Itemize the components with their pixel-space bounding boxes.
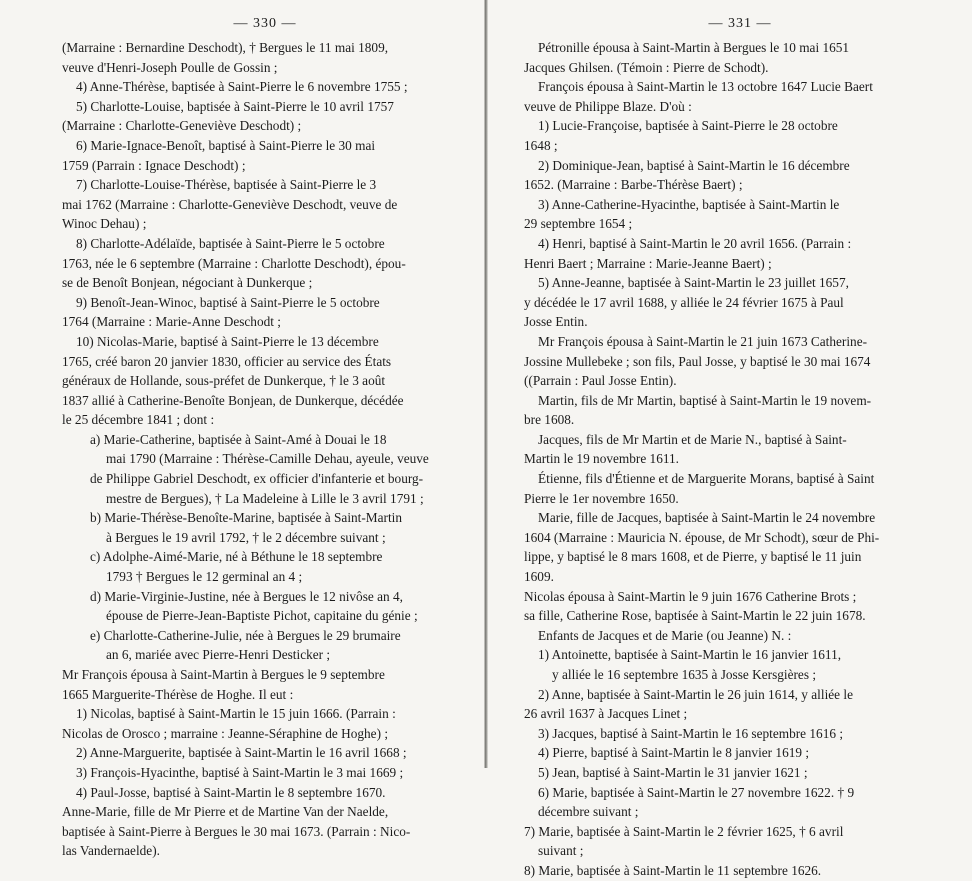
- text-line: Pétronille épousa à Saint-Martin à Bergues le 10 mai 1651: [538, 40, 850, 55]
- text-line: sa fille, Catherine Rose, baptisée à Saint-Martin le 22 juin 1678.: [524, 608, 866, 624]
- text-line: généraux de Hollande, sous-préfet de Dunkerque, † le 3 août: [62, 373, 386, 389]
- text-line: mestre de Bergues), † La Madeleine à Lille le 3 avril 1791 ;: [106, 490, 424, 506]
- right-page: [486, 0, 972, 878]
- text-line: Jossine Mullebeke ; son fils, Paul Josse, y baptisé le 30 mai 1674: [524, 353, 871, 369]
- text-line: décembre suivant ;: [538, 804, 639, 820]
- text-line: 5) Anne-Jeanne, baptisée à Saint-Martin le 23 juillet 1657,: [538, 275, 849, 291]
- text-line: e) Charlotte-Catherine-Julie, née à Bergues le 29 brumaire: [90, 627, 401, 643]
- text-line: Jacques Ghilsen. (Témoin : Pierre de Schodt).: [524, 59, 769, 75]
- text-line: Nicolas épousa à Saint-Martin le 9 juin 1676 Catherine Brots ;: [524, 588, 857, 604]
- text-line: 3) Jacques, baptisé à Saint-Martin le 16 septembre 1616 ;: [538, 725, 844, 741]
- text-line: b) Marie-Thérèse-Benoîte-Marine, baptisée à Saint-Martin: [90, 510, 402, 526]
- text-line: 4) Pierre, baptisé à Saint-Martin le 8 janvier 1619 ;: [538, 745, 810, 761]
- text-line: 1) Nicolas, baptisé à Saint-Martin le 15 juin 1666. (Parrain :: [76, 706, 396, 722]
- text-line: Jacques, fils de Mr Martin et de Marie N., baptisé à Saint-: [538, 431, 847, 447]
- text-line: 29 septembre 1654 ;: [524, 216, 633, 232]
- text-line: 2) Dominique-Jean, baptisé à Saint-Martin le 16 décembre: [538, 157, 850, 173]
- text-line: Pierre le 1er novembre 1650.: [524, 490, 679, 506]
- text-line: a) Marie-Catherine, baptisée à Saint-Amé à Douai le 18: [90, 431, 387, 447]
- text-line: mai 1790 (Marraine : Thérèse-Camille Dehau, ayeule, veuve: [106, 451, 429, 467]
- text-line: 1793 † Bergues le 12 germinal an 4 ;: [106, 569, 303, 585]
- text-line: 1665 Marguerite-Thérèse de Hoghe. Il eut :: [62, 686, 294, 702]
- text-line: Anne-Marie, fille de Mr Pierre et de Martine Van der Naelde,: [62, 804, 389, 820]
- text-line: Mr François épousa à Saint-Martin à Bergues le 9 septembre: [62, 667, 385, 682]
- text-line: Mr François épousa à Saint-Martin le 21 juin 1673 Catherine-: [538, 333, 868, 349]
- text-line: c) Adolphe-Aimé-Marie, né à Béthune le 18 septembre: [90, 549, 383, 565]
- text-line: 1604 (Marraine : Mauricia N. épouse, de Mr Schodt), sœur de Phi-: [524, 529, 880, 545]
- text-line: Winoc Dehau) ;: [62, 216, 147, 232]
- text-line: las Vandernaelde).: [62, 843, 160, 859]
- left-page: [0, 0, 486, 859]
- text-line: 1609.: [524, 569, 554, 585]
- text-line: an 6, mariée avec Pierre-Henri Desticker ;: [106, 647, 331, 663]
- text-line: 8) Marie, baptisée à Saint-Martin le 11 septembre 1626.: [524, 862, 822, 878]
- text-line: veuve de Philippe Blaze. D'où :: [524, 98, 692, 114]
- text-line: 1763, née le 6 septembre (Marraine : Charlotte Deschodt), épou-: [62, 255, 406, 271]
- text-line: 3) Anne-Catherine-Hyacinthe, baptisée à Saint-Martin le: [538, 196, 840, 212]
- text-line: Martin, fils de Mr Martin, baptisé à Saint-Martin le 19 novem-: [538, 392, 872, 408]
- text-line: 1759 (Parrain : Ignace Deschodt) ;: [62, 157, 246, 173]
- text-line: 4) Anne-Thérèse, baptisée à Saint-Pierre le 6 novembre 1755 ;: [76, 79, 408, 95]
- text-line: Enfants de Jacques et de Marie (ou Jeanne) N. :: [538, 627, 792, 643]
- text-line: bre 1608.: [524, 412, 575, 428]
- text-line: 3) François-Hyacinthe, baptisé à Saint-Martin le 3 mai 1669 ;: [76, 764, 404, 780]
- text-line: François épousa à Saint-Martin le 13 octobre 1647 Lucie Baert: [538, 79, 873, 95]
- text-line: 4) Paul-Josse, baptisé à Saint-Martin le 8 septembre 1670.: [76, 784, 386, 800]
- page-number: — 330 —: [233, 16, 297, 31]
- text-line: 26 avril 1637 à Jacques Linet ;: [524, 706, 688, 722]
- text-line: 4) Henri, baptisé à Saint-Martin le 20 avril 1656. (Parrain :: [538, 235, 852, 251]
- text-line: veuve d'Henri-Joseph Poulle de Gossin ;: [62, 59, 278, 75]
- text-line: 2) Anne-Marguerite, baptisée à Saint-Martin le 16 avril 1668 ;: [76, 745, 407, 761]
- text-line: 1648 ;: [524, 137, 558, 153]
- text-line: baptisée à Saint-Pierre à Bergues le 30 mai 1673. (Parrain : Nico-: [62, 823, 411, 839]
- text-line: 2) Anne, baptisée à Saint-Martin le 26 juin 1614, y alliée le: [538, 686, 853, 702]
- text-line: y alliée le 16 septembre 1635 à Josse Kersgières ;: [552, 667, 817, 682]
- text-line: 1) Lucie-Françoise, baptisée à Saint-Pierre le 28 octobre: [538, 118, 838, 134]
- text-line: 5) Charlotte-Louise, baptisée à Saint-Pierre le 10 avril 1757: [76, 98, 394, 114]
- text-line: 6) Marie, baptisée à Saint-Martin le 27 novembre 1622. † 9: [538, 784, 855, 800]
- text-line: de Philippe Gabriel Deschodt, ex officier d'infanterie et bourg-: [90, 471, 424, 487]
- text-line: (Marraine : Bernardine Deschodt), † Bergues le 11 mai 1809,: [62, 40, 389, 55]
- text-line: Nicolas de Orosco ; marraine : Jeanne-Séraphine de Hoghe) ;: [62, 725, 389, 741]
- text-line: 1837 allié à Catherine-Benoîte Bonjean, de Dunkerque, décédée: [62, 392, 404, 408]
- text-line: 6) Marie-Ignace-Benoît, baptisé à Saint-Pierre le 30 mai: [76, 137, 376, 153]
- text-line: mai 1762 (Marraine : Charlotte-Geneviève Deschodt, veuve de: [62, 196, 398, 212]
- text-line: épouse de Pierre-Jean-Baptiste Pichot, capitaine du génie ;: [106, 608, 418, 624]
- page-text: [62, 38, 468, 861]
- text-line: se de Benoît Bonjean, négociant à Dunkerque ;: [62, 275, 313, 291]
- text-line: 7) Charlotte-Louise-Thérèse, baptisée à Saint-Pierre le 3: [76, 177, 377, 193]
- text-line: 1764 (Marraine : Marie-Anne Deschodt ;: [62, 314, 281, 330]
- page-number: — 331 —: [708, 16, 772, 31]
- text-line: (Marraine : Charlotte-Geneviève Deschodt) ;: [62, 118, 302, 134]
- text-line: 10) Nicolas-Marie, baptisé à Saint-Pierre le 13 décembre: [76, 333, 379, 349]
- text-line: à Bergues le 19 avril 1792, † le 2 décembre suivant ;: [106, 529, 386, 545]
- text-line: 7) Marie, baptisée à Saint-Martin le 2 février 1625, † 6 avril: [524, 823, 844, 839]
- page-text: [524, 38, 956, 881]
- text-line: le 25 décembre 1841 ; dont :: [62, 412, 215, 428]
- text-line: Josse Entin.: [524, 314, 588, 330]
- text-line: 1) Antoinette, baptisée à Saint-Martin le 16 janvier 1611,: [538, 647, 842, 663]
- text-line: Henri Baert ; Marraine : Marie-Jeanne Baert) ;: [524, 255, 772, 271]
- text-line: suivant ;: [538, 843, 584, 859]
- text-line: 1652. (Marraine : Barbe-Thérèse Baert) ;: [524, 177, 743, 193]
- text-line: y décédée le 17 avril 1688, y alliée le 24 février 1675 à Paul: [524, 294, 844, 310]
- text-line: 8) Charlotte-Adélaïde, baptisée à Saint-Pierre le 5 octobre: [76, 235, 385, 251]
- text-line: 5) Jean, baptisé à Saint-Martin le 31 janvier 1621 ;: [538, 764, 808, 780]
- text-line: ((Parrain : Paul Josse Entin).: [524, 373, 677, 389]
- text-line: Marie, fille de Jacques, baptisée à Saint-Martin le 24 novembre: [538, 510, 876, 526]
- text-line: Martin le 19 novembre 1611.: [524, 451, 679, 467]
- text-line: d) Marie-Virginie-Justine, née à Bergues le 12 nivôse an 4,: [90, 588, 403, 604]
- text-line: Étienne, fils d'Étienne et de Marguerite Morans, baptisé à Saint: [538, 471, 875, 487]
- text-line: 1765, créé baron 20 janvier 1830, officier au service des États: [62, 353, 392, 369]
- text-line: 9) Benoît-Jean-Winoc, baptisé à Saint-Pierre le 5 octobre: [76, 294, 380, 310]
- text-line: lippe, y baptisé le 8 mars 1608, et de Pierre, y baptisé le 11 juin: [524, 549, 862, 565]
